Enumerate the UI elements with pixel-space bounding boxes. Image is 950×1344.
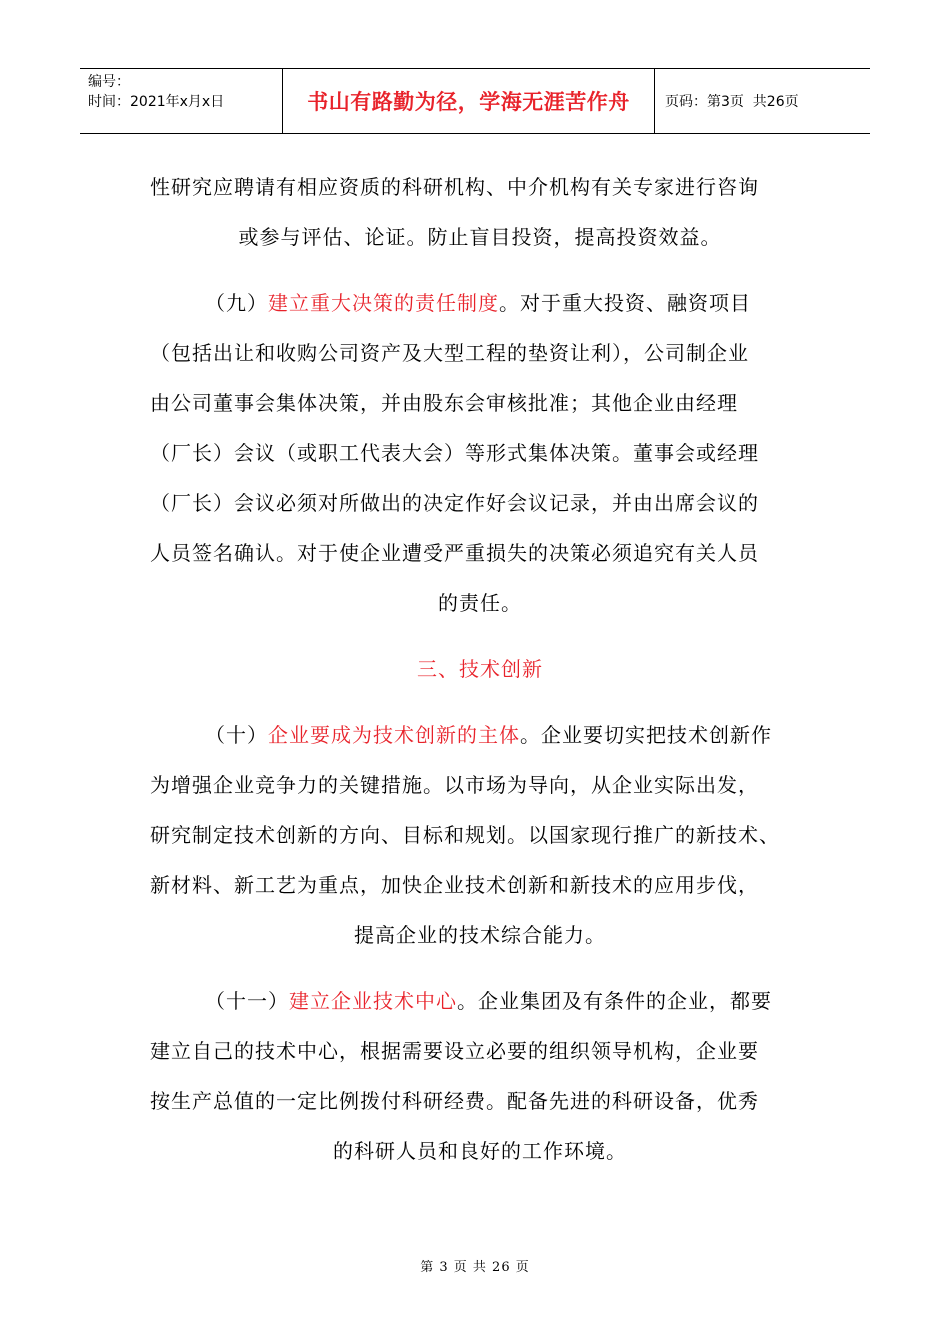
page-header: [80, 68, 870, 134]
item-heading: 建立重大决策的责任制度: [268, 291, 499, 315]
item-text: 。企业要切实把技术创新作: [520, 723, 772, 747]
paragraph-line: [150, 278, 810, 328]
item-text: 。对于重大投资、融资项目: [499, 291, 751, 315]
paragraph-line: 为增强企业竞争力的关键措施。以市场为导向，从企业实际出发，: [150, 773, 759, 797]
paragraph-line: 的责任。: [438, 591, 522, 615]
item-number: （十一）: [205, 989, 289, 1013]
paragraph-line: 建立自己的技术中心，根据需要设立必要的组织领导机构，企业要: [150, 1039, 759, 1063]
paragraph-line: 或参与评估、论证。防止盲目投资，提高投资效益。: [238, 225, 722, 249]
header-meta: [80, 69, 283, 133]
document-date-label: 时间：2021年x月x日: [88, 94, 225, 110]
paragraph-line: [150, 976, 810, 1026]
paragraph-line: [150, 710, 810, 760]
section-title: 三、技术创新: [417, 657, 543, 681]
item-number: （九）: [205, 291, 268, 315]
paragraph-line: 性研究应聘请有相应资质的科研机构、中介机构有关专家进行咨询: [150, 175, 759, 199]
page-footer: 第 3 页 共 26 页: [420, 1260, 530, 1275]
paragraph-line: 提高企业的技术综合能力。: [354, 923, 606, 947]
item-text: 。企业集团及有条件的企业，都要: [457, 989, 772, 1013]
header-page-number: 页码：第3页 共26页: [665, 94, 799, 110]
header-motto-cell: [283, 69, 655, 133]
paragraph-line: 研究制定技术创新的方向、目标和规划。以国家现行推广的新技术、: [150, 823, 780, 847]
paragraph-line: 由公司董事会集体决策，并由股东会审核批准；其他企业由经理: [150, 391, 738, 415]
paragraph-line: 新材料、新工艺为重点，加快企业技术创新和新技术的应用步伐，: [150, 873, 759, 897]
paragraph-line: （包括出让和收购公司资产及大型工程的垫资让利），公司制企业: [150, 341, 749, 365]
item-heading: 建立企业技术中心: [289, 989, 457, 1013]
paragraph-line: （厂长）会议（或职工代表大会）等形式集体决策。董事会或经理: [150, 441, 759, 465]
paragraph-line: 的科研人员和良好的工作环境。: [333, 1139, 627, 1163]
document-number-label: 编号：: [88, 74, 130, 90]
header-page-cell: [655, 69, 870, 133]
header-motto: 书山有路勤为径，学海无涯苦作舟: [307, 89, 630, 114]
item-heading: 企业要成为技术创新的主体: [268, 723, 520, 747]
paragraph-line: 人员签名确认。对于使企业遭受严重损失的决策必须追究有关人员: [150, 541, 759, 565]
document-body: [150, 162, 810, 1176]
item-number: （十）: [205, 723, 268, 747]
paragraph-line: 按生产总值的一定比例拨付科研经费。配备先进的科研设备，优秀: [150, 1089, 759, 1113]
paragraph-line: （厂长）会议必须对所做出的决定作好会议记录，并由出席会议的: [150, 491, 759, 515]
